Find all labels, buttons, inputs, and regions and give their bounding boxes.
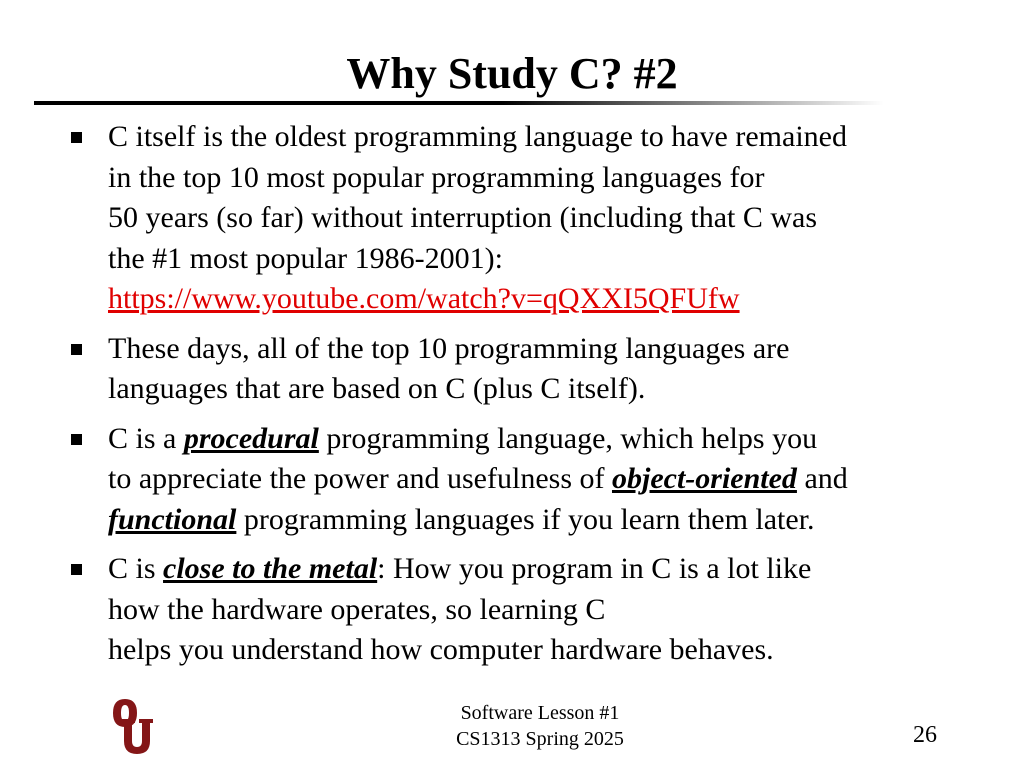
text-line: how the hardware operates, so learning C [108,592,606,626]
text-line: These days, all of the top 10 programming languages are [108,331,790,365]
bullet-square-icon [71,434,82,445]
text-line: helps you understand how computer hardware behaves. [108,633,774,666]
footer-course: CS1313 Spring 2025 [456,728,624,750]
text-line [108,549,964,590]
text-line: the #1 most popular 1986-2001): [108,241,503,275]
text-line: 50 years (so far) without interruption (including that C was [108,201,818,234]
text-segment: : How you program in C is a lot like [377,552,812,585]
bullet-oldest-language [0,117,1024,320]
page-number: 26 [913,722,937,748]
ou-logo-icon [111,697,155,755]
footer-lesson: Software Lesson #1 [460,702,620,724]
text-segment: programming language, which helps you [318,421,818,455]
bullet-close-to-metal [0,549,1024,671]
youtube-link[interactable]: https://www.youtube.com/watch?v=qQXXI5QFUfw [108,282,740,315]
bullet-square-icon [71,344,82,355]
slide-title: Why Study C? #2 [346,49,678,98]
bullet-square-icon [71,132,82,143]
text-line: C itself is the oldest programming language to have remained [108,120,847,153]
term-functional: functional [108,502,237,536]
text-line: languages that are based on C (plus C itself). [108,372,646,405]
bullet-square-icon [71,564,82,575]
text-segment: and [796,462,848,495]
text-segment: to appreciate the power and usefulness of [108,462,612,495]
bullet-procedural [0,419,1024,541]
title-divider [34,101,884,105]
bullet-c-based-languages [0,329,1024,410]
text-segment: C is a [108,421,184,455]
term-procedural: procedural [183,421,319,455]
text-line [108,419,964,460]
bullet-list [0,117,1024,680]
text-line [108,500,964,541]
text-line: in the top 10 most popular programming languages for [108,160,765,194]
text-line [108,459,964,500]
text-segment: C is [108,552,164,585]
term-object-oriented: object-oriented [611,462,797,495]
footer [390,700,690,752]
term-close-to-the-metal: close to the metal [163,552,378,585]
text-segment: programming languages if you learn them later. [236,502,815,536]
